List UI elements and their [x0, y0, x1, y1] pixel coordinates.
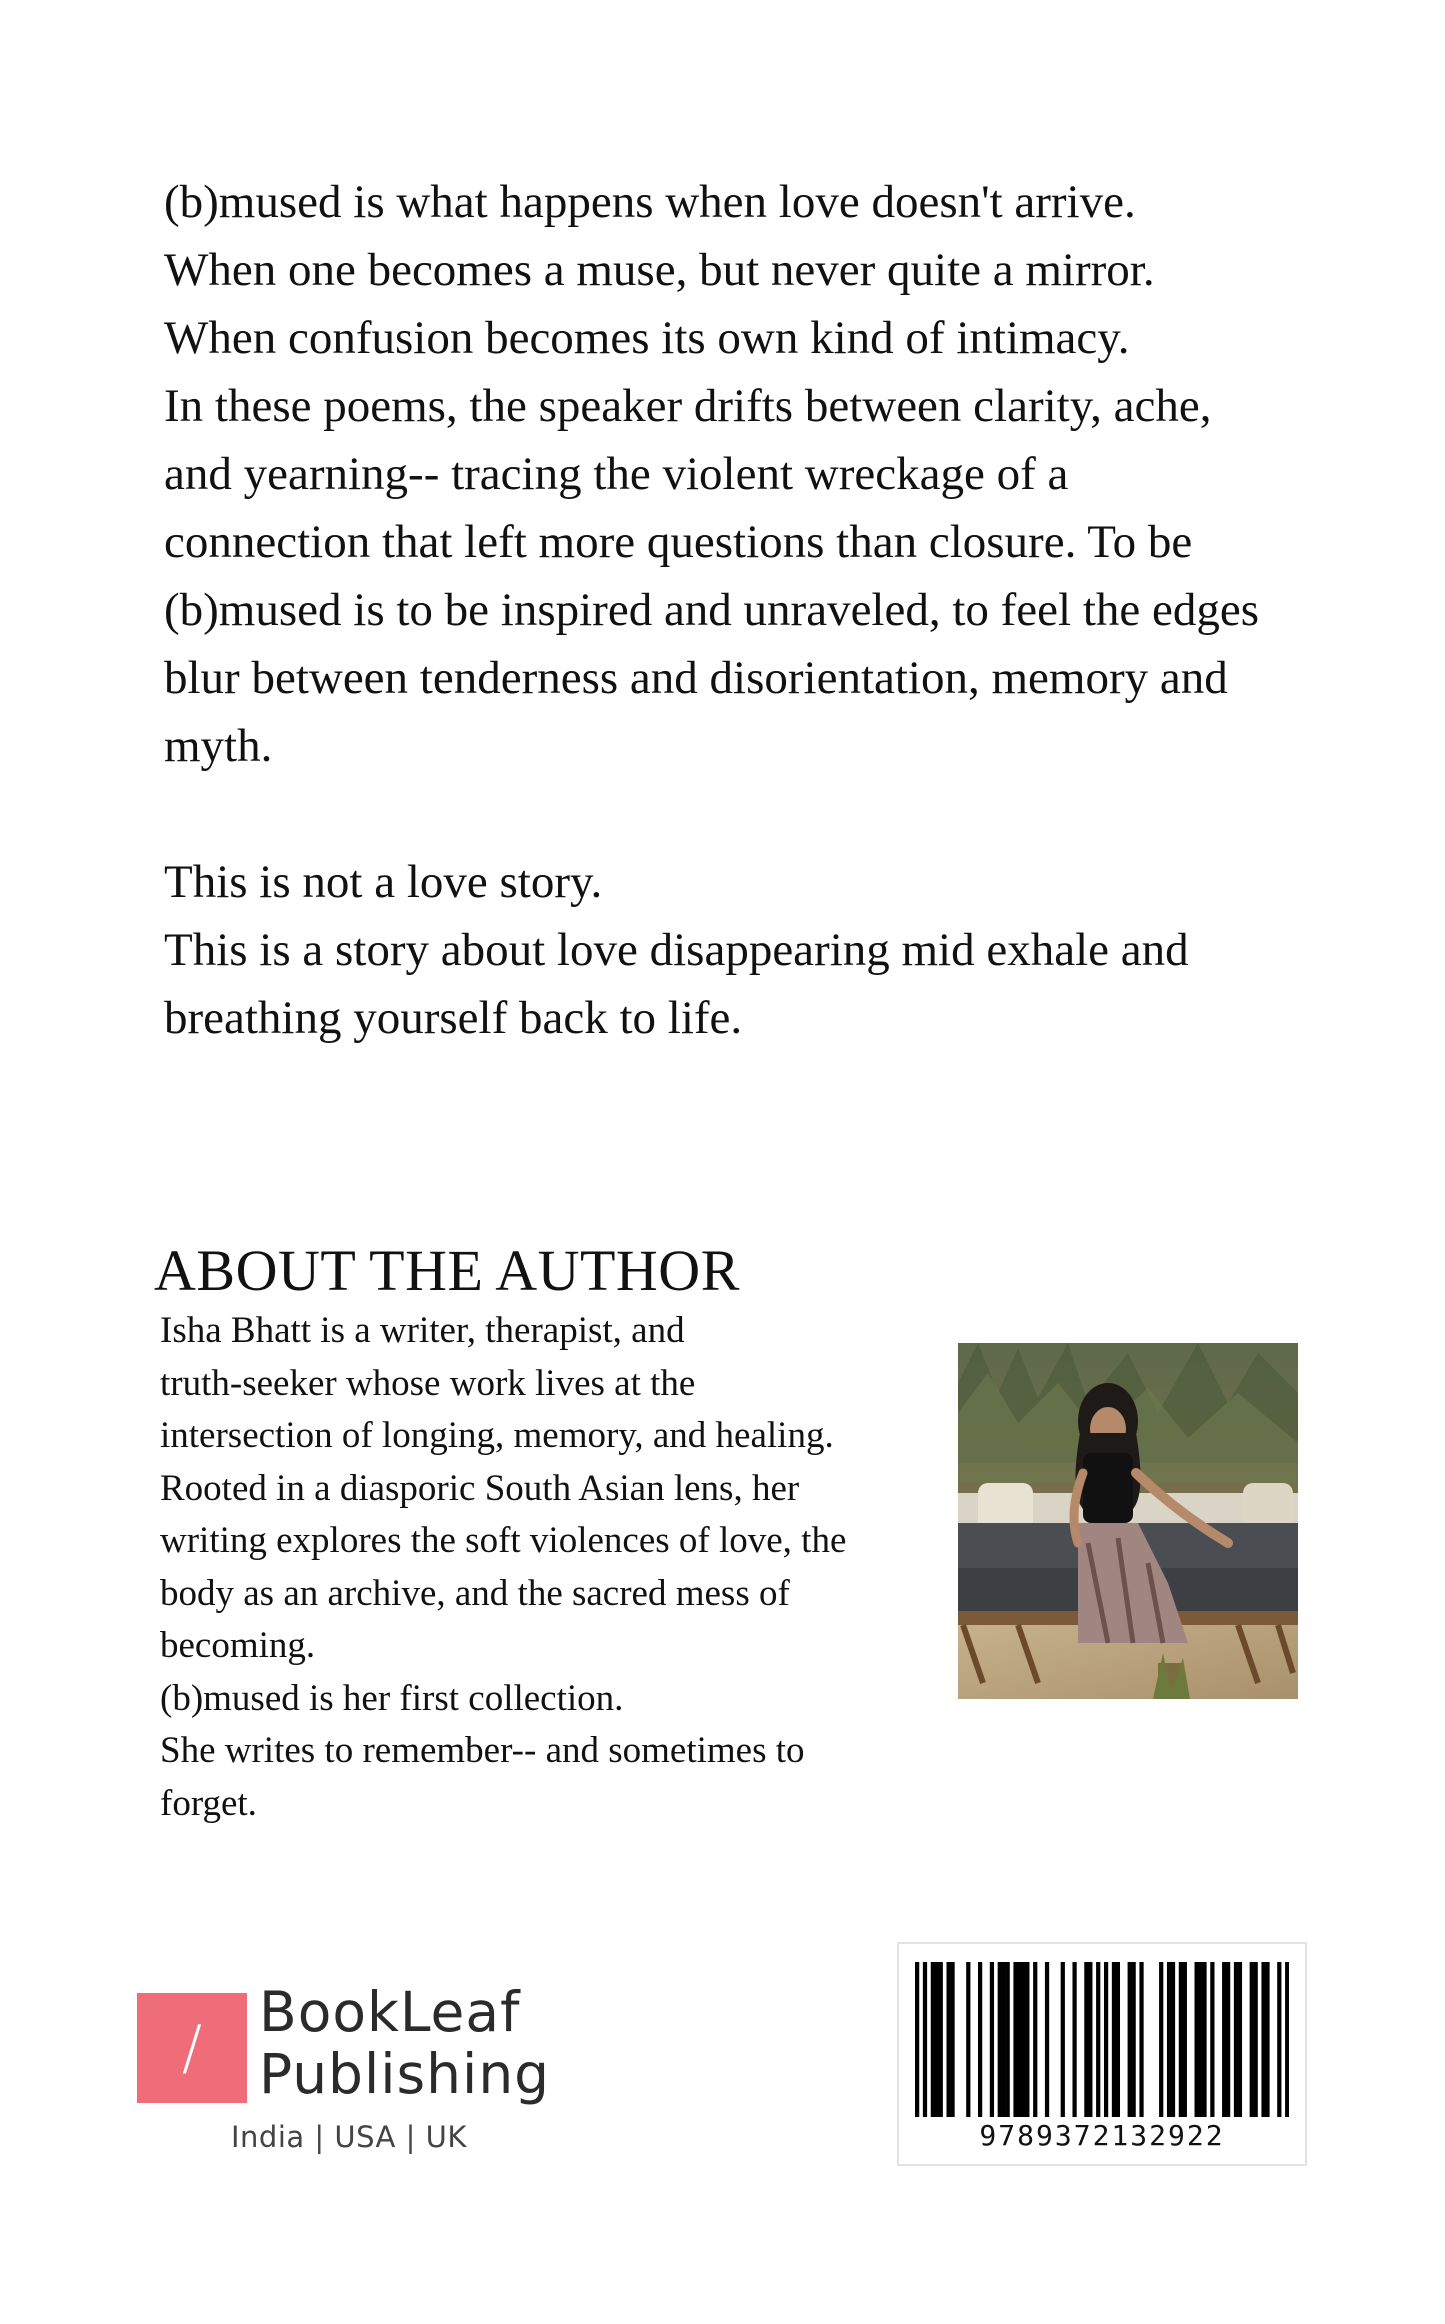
barcode-bar — [1061, 1962, 1065, 2117]
barcode-bar — [1128, 1962, 1132, 2117]
publisher-name-line-2: Publishing — [259, 2042, 551, 2106]
barcode-bar — [950, 1962, 954, 2117]
barcode-bar — [1139, 1962, 1143, 2117]
barcode-bar — [1045, 1962, 1049, 2117]
barcode-bar — [1084, 1962, 1088, 2117]
barcode-bar — [1013, 1962, 1017, 2117]
publisher-name — [259, 1981, 550, 2105]
barcode-bar — [1025, 1962, 1029, 2117]
barcode-bar — [1167, 1962, 1171, 2117]
barcode-bar — [1234, 1962, 1238, 2117]
barcode-bar — [1002, 1962, 1006, 2117]
publisher-name-line-1: BookLeaf — [259, 1980, 521, 2044]
barcode-bar — [998, 1962, 1002, 2117]
barcode-bar — [1254, 1962, 1258, 2117]
blurb-paragraph-2: This is not a love story. This is a story about love disappearing mid exhale and breathing yourself back to life. — [164, 856, 1189, 1044]
barcode-bar — [966, 1962, 970, 2117]
barcode-bar — [990, 1962, 994, 2117]
barcode-bar — [1132, 1962, 1136, 2117]
barcode-bar — [1021, 1962, 1025, 2117]
logo-slash-mark: / — [181, 2013, 203, 2083]
back-cover-blurb — [164, 168, 1334, 1052]
barcode-bar — [923, 1962, 927, 2117]
barcode-bar — [1017, 1962, 1021, 2117]
barcode-bar — [978, 1962, 982, 2117]
bookleaf-publishing-logo — [137, 1980, 557, 2155]
barcode-bar — [1116, 1962, 1120, 2117]
barcode-bar — [1104, 1962, 1108, 2117]
barcode-bar — [1195, 1962, 1199, 2117]
about-the-author-heading: ABOUT THE AUTHOR — [154, 1238, 740, 1303]
barcode-bar — [1261, 1962, 1265, 2117]
blurb-paragraph-1: (b)mused is what happens when love doesn't arrive. When one becomes a muse, but never quite a mirror. When confusion becomes its own kind of intimacy. In these poems, the speaker drifts between clarity, ache, and yearning-- tracing the violent wreckage of a connection that left more questions than closure. To be (b)mused is to be inspired and unraveled, to feel the edges blur between tenderness and disorientation, memory and myth. — [164, 176, 1260, 772]
barcode-bar — [935, 1962, 939, 2117]
barcode-bar — [1222, 1962, 1226, 2117]
barcode-bar — [1033, 1962, 1037, 2117]
barcode-bar — [1159, 1962, 1163, 2117]
barcode-bar — [1112, 1962, 1116, 2117]
barcode-bar — [1265, 1962, 1269, 2117]
barcode-bar — [1202, 1962, 1206, 2117]
barcode-bar — [939, 1962, 943, 2117]
barcode-bar — [1072, 1962, 1076, 2117]
barcode-bar — [1210, 1962, 1214, 2117]
isbn-number: 9789372132922 — [979, 2119, 1225, 2152]
barcode-bar — [1277, 1962, 1281, 2117]
author-photo — [958, 1343, 1298, 1699]
barcode-bar — [946, 1962, 950, 2117]
publisher-regions: India | USA | UK — [231, 2120, 467, 2154]
author-bio-text: Isha Bhatt is a writer, therapist, and truth-seeker whose work lives at the intersection of longing, memory, and healing. Rooted in a diasporic South Asian lens, her writing explores the soft violences of love, the body as an archive, and the sacred mess of becoming. (b)mused is her first collection. She writes to remember-- and sometimes to forget. — [160, 1310, 847, 1824]
barcode-bar — [1179, 1962, 1183, 2117]
barcode-bar — [1238, 1962, 1242, 2117]
barcode-bar — [1198, 1962, 1202, 2117]
barcode-bar — [1183, 1962, 1187, 2117]
barcode-bar — [1226, 1962, 1230, 2117]
author-bio — [160, 1305, 920, 1830]
barcode-bar — [1285, 1962, 1289, 2117]
barcode-bar — [1096, 1962, 1100, 2117]
barcode-bars — [915, 1962, 1289, 2117]
barcode-bar — [915, 1962, 919, 2117]
barcode-bar — [1006, 1962, 1010, 2117]
barcode-bar — [1171, 1962, 1175, 2117]
isbn-barcode — [897, 1942, 1307, 2166]
barcode-bar — [1250, 1962, 1254, 2117]
barcode-bar — [1088, 1962, 1092, 2117]
barcode-bar — [931, 1962, 935, 2117]
